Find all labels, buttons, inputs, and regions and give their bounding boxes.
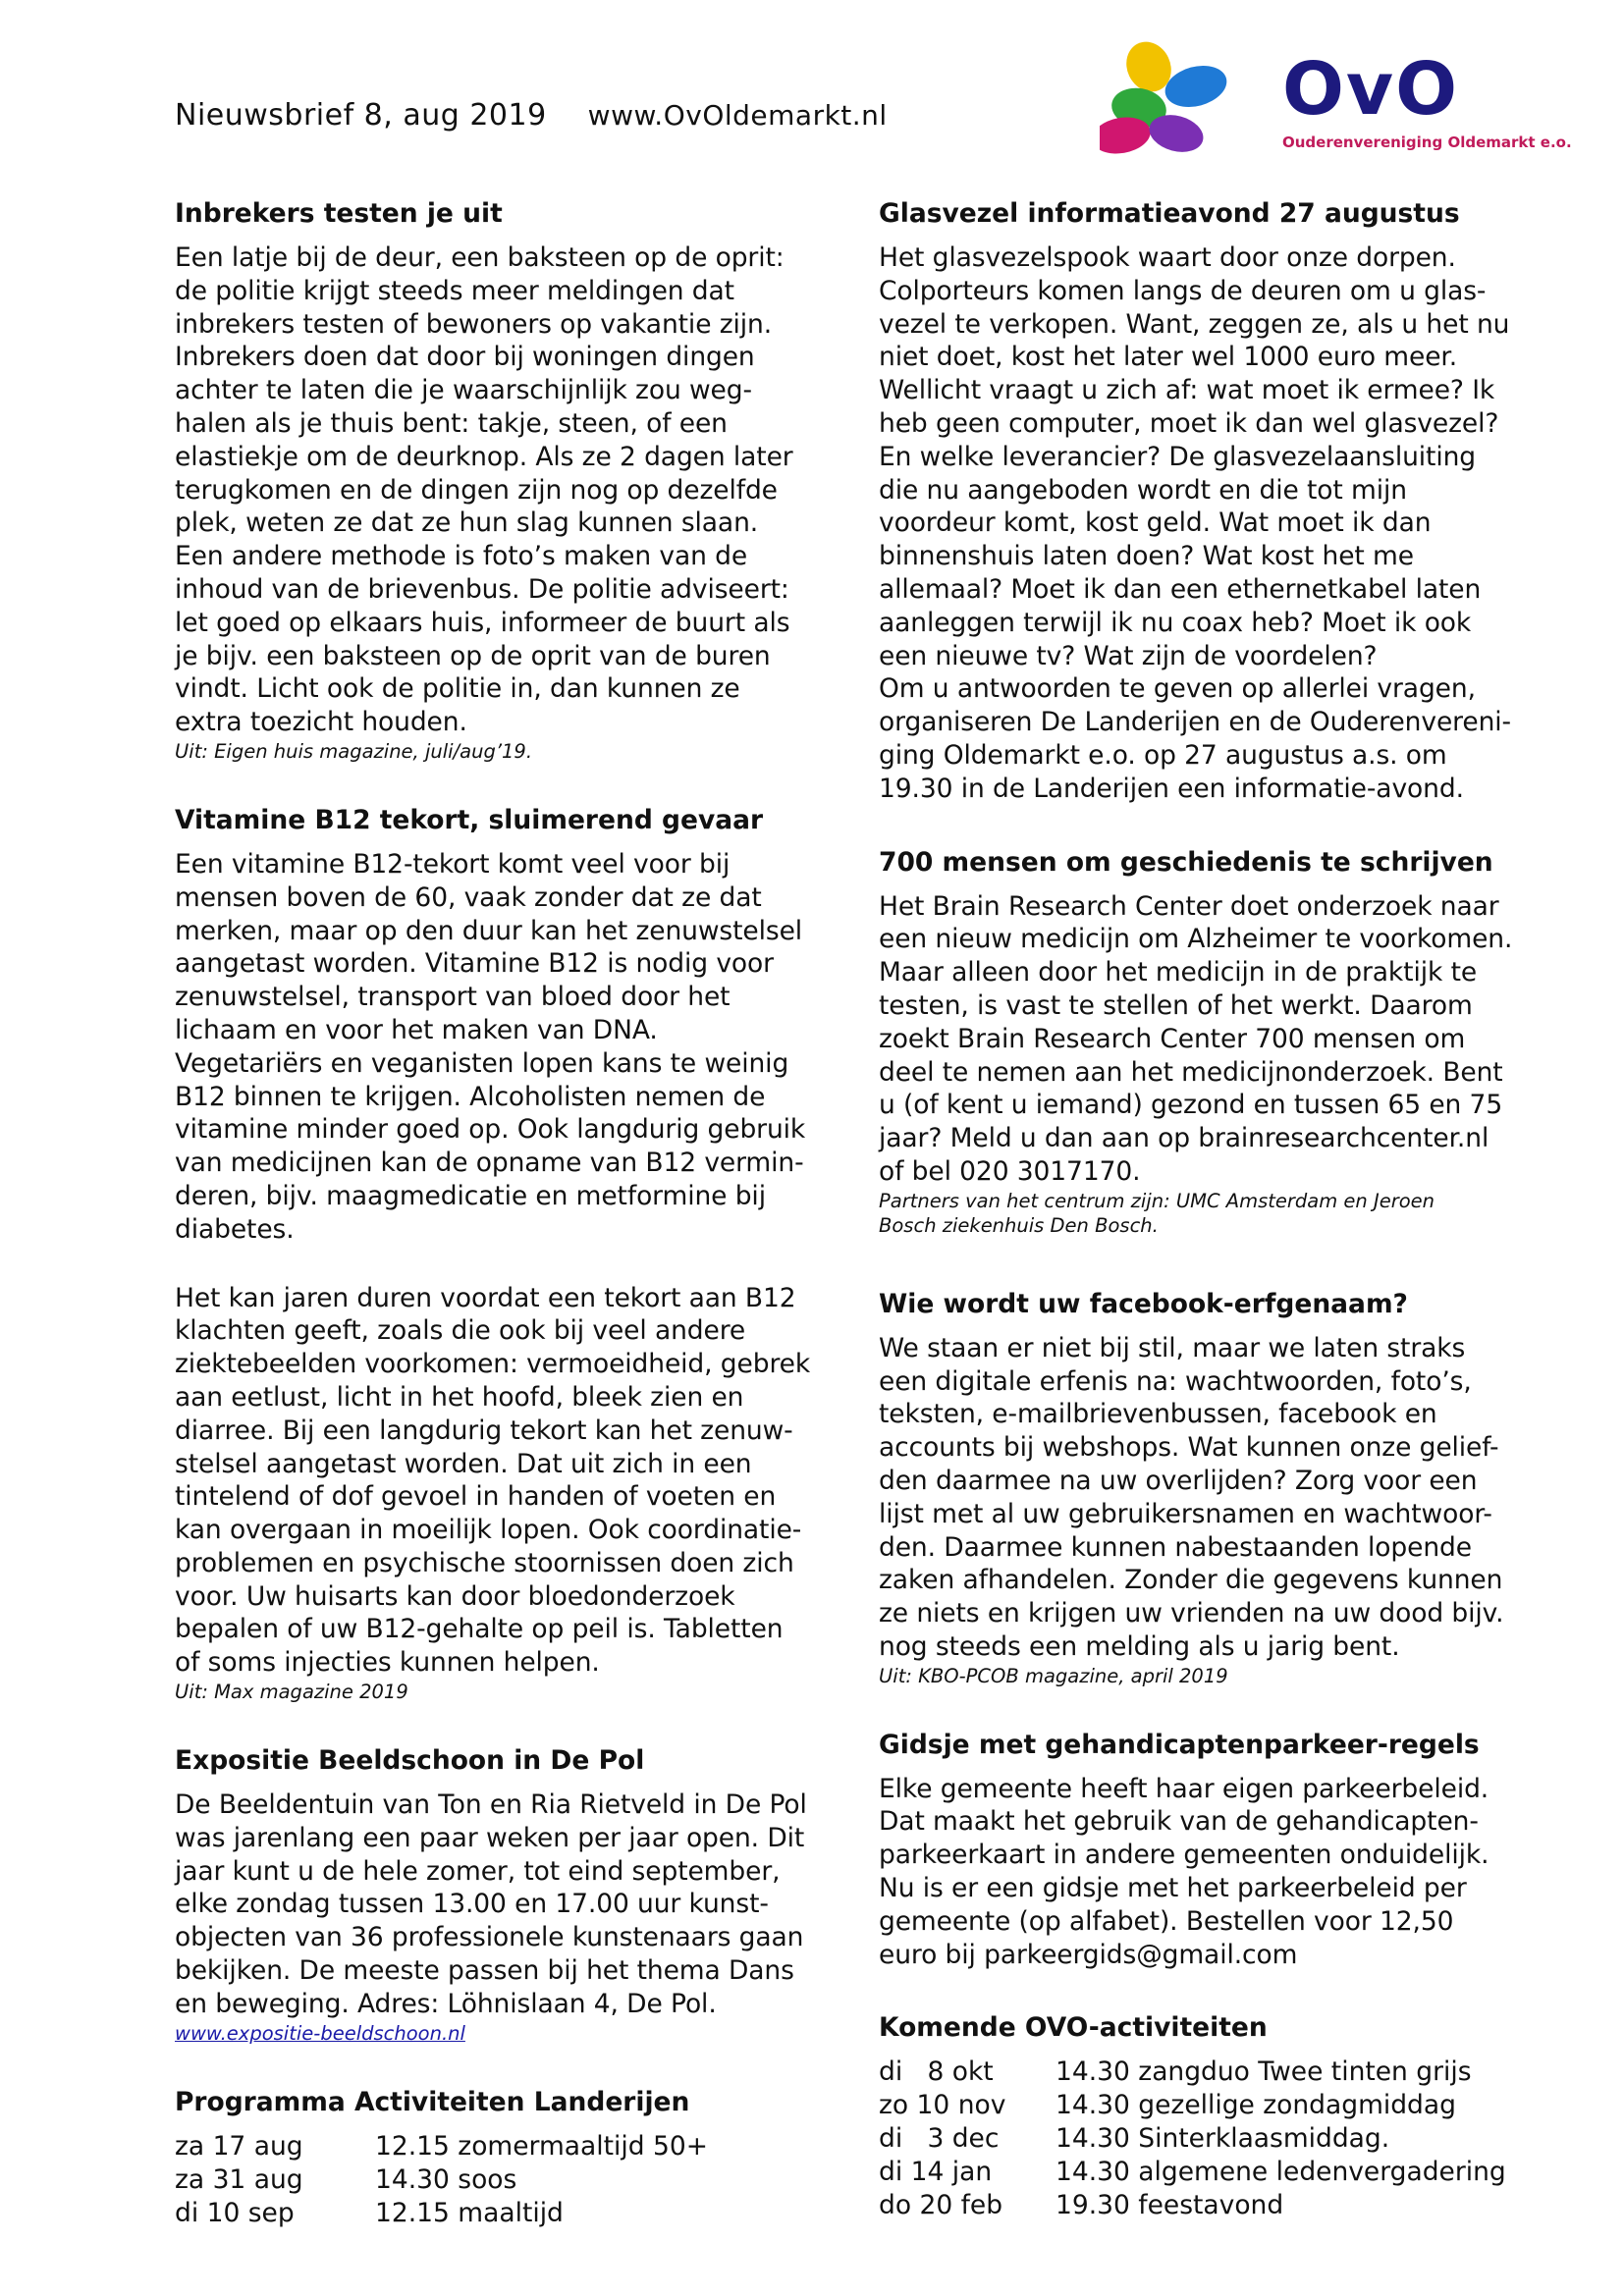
table-row: di 10 sep 12.15 maaltijd <box>175 2197 564 2228</box>
article-glasvezel <box>879 196 1556 806</box>
schedule-table <box>175 2130 708 2230</box>
table-row: di 14 jan 14.30 algemene ledenvergadering <box>879 2157 1506 2188</box>
article-vitamine-b12 <box>175 803 852 1704</box>
article-title: Expositie Beeldschoon in De Pol <box>175 1745 645 1777</box>
expositie-link[interactable]: www.expositie-beeldschoon.nl <box>175 2021 465 2045</box>
article-source: Partners van het centrum zijn: UMC Amsterdam en Jeroen Bosch ziekenhuis Den Bosch. <box>879 1189 1435 1237</box>
article-700-mensen <box>879 845 1556 1238</box>
schedule-table <box>879 2056 1506 2222</box>
article-body: De Beeldentuin van Ton en Ria Rietveld in De Pol was jarenlang een paar weken per jaar open. Dit jaar kunt u de hele zomer, tot eind september, elke zondag tussen 13.00 en 17.00 uur kunst- objecten van 36 professionele kunstenaars gaan bekijken. De meeste passen bij het thema Dans en beweging. Adres: Löhnislaan 4, De Pol. <box>175 1789 807 2019</box>
article-title: Inbrekers testen je uit <box>175 198 503 229</box>
komende-ovo-activiteiten <box>879 2010 1556 2222</box>
article-title: Wie wordt uw facebook-erfgenaam? <box>879 1288 1408 1319</box>
article-body: Een vitamine B12-tekort komt veel voor bij mensen boven de 60, vaak zonder dat ze dat merken, maar op den duur kan het zenuwstelsel aangetast worden. Vitamine B12 is nodig voor zenuwstelsel, transport van bloed door het lichaam en voor het maken van DNA. Vegetariërs en veganisten lopen kans te weinig B12 binnen te krijgen. Alcoholisten nemen de vitamine minder goed op. Ook langdurig gebruik van medicijnen kan de opname van B12 vermin- deren, bijv. maagmedicatie en metformine bij diabetes. <box>175 848 806 1245</box>
website-url: www.OvOldemarkt.nl <box>587 99 888 132</box>
logo-subtitle: Ouderenvereniging Oldemarkt e.o. <box>1282 133 1572 151</box>
newsletter-header <box>175 98 888 133</box>
article-title: Programma Activiteiten Landerijen <box>175 2086 690 2117</box>
article-gidsje-parkeer <box>879 1728 1556 1972</box>
right-column <box>879 196 1556 2222</box>
article-facebook-erfgenaam <box>879 1287 1556 1688</box>
article-title: Vitamine B12 tekort, sluimerend gevaar <box>175 804 764 835</box>
article-body: Het glasvezelspook waart door onze dorpen. Colporteurs komen langs de deuren om u glas- vezel te verkopen. Want, zeggen ze, als u het nu niet doet, kost het later wel 1000 euro meer. Wellicht vraagt u zich af: wat moet ik ermee? Ik heb geen computer, moet ik dan wel glasvezel? En welke leverancier? De glasvezelaansluiting die nu aangeboden wordt en die tot mijn voordeur komt, kost geld. Wat moet ik dan binnenshuis laten doen? Wat kost het me allemaal? Moet ik dan een ethernetkabel laten aanleggen terwijl ik nu coax heb? Moet ik ook een nieuwe tv? Wat zijn de voordelen? Om u antwoorden te geven op allerlei vragen, organiseren De Landerijen en de Ouderenvereni- ging Oldemarkt e.o. op 27 augustus a.s. om 19.30 in de Landerijen een informatie-avond. <box>879 242 1511 804</box>
article-body: Een latje bij de deur, een baksteen op de oprit: de politie krijgt steeds meer meldingen dat inbrekers testen of bewoners op vakantie zijn. Inbrekers doen dat door bij woningen dingen achter te laten die je waarschijnlijk zou weg- halen als je thuis bent: takje, steen, of een elastiekje om de deurknop. Als ze 2 dagen later terugkomen en de dingen zijn nog op dezelfde plek, weten ze dat ze hun slag kunnen slaan. Een andere methode is foto’s maken van de inhoud van de brievenbus. De politie adviseert: let goed op elkaars huis, informeer de buurt als je bijv. een baksteen op de oprit van de buren vindt. Licht ook de politie in, dan kunnen ze extra toezicht houden. <box>175 242 793 738</box>
article-inbrekers <box>175 196 852 764</box>
ovo-logo <box>1100 37 1572 160</box>
article-title: Gidsje met gehandicaptenparkeer-regels <box>879 1729 1480 1760</box>
article-body: We staan er niet bij stil, maar we laten straks een digitale erfenis na: wachtwoorden, foto’s, teksten, e-mailbrievenbussen, facebook en accounts bij webshops. Wat kunnen onze gelief- den daarmee na uw overlijden? Zorg voor een lijst met al uw gebruikersnamen en wachtwoor- den. Daarmee kunnen nabestaanden lopende zaken afhandelen. Zonder die gegevens kunnen ze niets en krijgen uw vrienden na uw dood bijv. nog steeds een melding als u jarig bent. <box>879 1332 1504 1662</box>
table-row: di 8 okt 14.30 zangduo Twee tinten grijs <box>879 2056 1472 2088</box>
article-body: Het Brain Research Center doet onderzoek naar een nieuw medicijn om Alzheimer te voorkomen. Maar alleen door het medicijn in de praktijk te testen, is vast te stellen of het werkt. Daarom zoekt Brain Research Center 700 mensen om deel te nemen aan het medicijnonderzoek. Bent u (of kent u iemand) gezond en tussen 65 en 75 jaar? Meld u dan aan op brainresearchcenter.nl of bel 020 3017170. <box>879 890 1513 1187</box>
balloons-icon <box>1100 37 1276 160</box>
newsletter-title: Nieuwsbrief 8, aug 2019 <box>175 98 547 133</box>
programma-landerijen <box>175 2085 852 2230</box>
table-row: za 17 aug 12.15 zomermaaltijd 50+ <box>175 2130 708 2162</box>
logo-wordmark: OvO <box>1282 47 1460 132</box>
article-source: Uit: Eigen huis magazine, juli/aug’19. <box>175 739 533 763</box>
article-source: Uit: Max magazine 2019 <box>175 1681 408 1704</box>
article-source: Uit: KBO-PCOB magazine, april 2019 <box>879 1664 1228 1687</box>
table-row: do 20 feb 19.30 feestavond <box>879 2190 1284 2221</box>
article-body: Elke gemeente heeft haar eigen parkeerbeleid. Dat maakt het gebruik van de gehandicapten- parkeerkaart in andere gemeenten onduidelijk. Nu is er een gidsje met het parkeerbeleid per gemeente (op alfabet). Bestellen voor 12,50 euro bij parkeergids@gmail.com <box>879 1773 1489 1970</box>
left-column <box>175 196 852 2230</box>
article-title: Glasvezel informatieavond 27 augustus <box>879 198 1460 229</box>
article-expositie <box>175 1743 852 2046</box>
article-title: 700 mensen om geschiedenis te schrijven <box>879 846 1493 878</box>
article-body: Het kan jaren duren voordat een tekort aan B12 klachten geeft, zoals die ook bij veel andere ziektebeelden voorkomen: vermoeidheid, gebrek aan eetlust, licht in het hoofd, bleek zien en diarree. Bij een langdurig tekort kan het zenuw- stelsel aangetast worden. Dat uit zich in een tintelend of dof gevoel in handen of voeten en kan overgaan in moeilijk lopen. Ook coordinatie- problemen en psychische stoornissen doen zich voor. Uw huisarts kan door bloedonderzoek bepalen of uw B12-gehalte op peil is. Tabletten of soms injecties kunnen helpen. <box>175 1282 811 1679</box>
table-row: di 3 dec 14.30 Sinterklaasmiddag. <box>879 2123 1390 2155</box>
article-title: Komende OVO-activiteiten <box>879 2012 1268 2044</box>
table-row: zo 10 nov 14.30 gezellige zondagmiddag <box>879 2090 1456 2121</box>
table-row: za 31 aug 14.30 soos <box>175 2163 517 2195</box>
